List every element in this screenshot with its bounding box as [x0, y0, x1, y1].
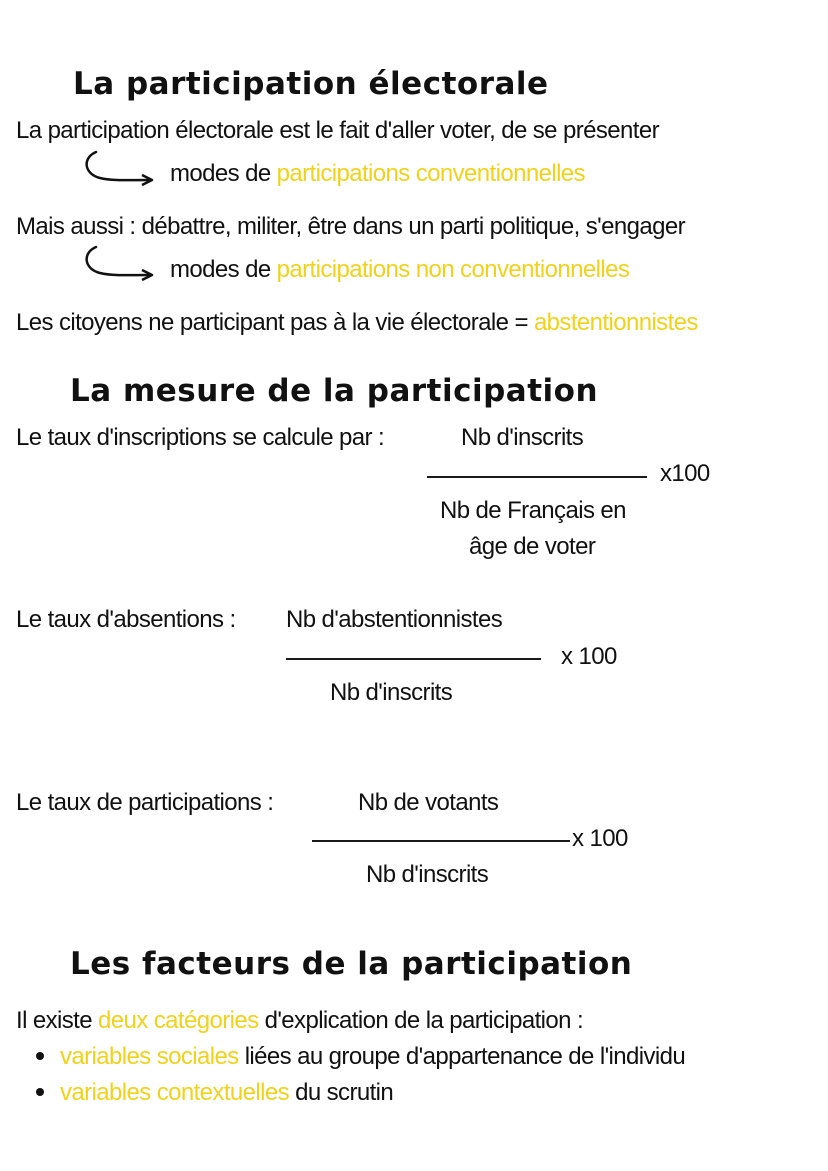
formula-abstentions-label: Le taux d'absentions :	[16, 606, 236, 633]
highlight-abstentionnistes: abstentionnistes	[533, 309, 698, 336]
bullet-text: liées au groupe d'appartenance de l'individu	[238, 1043, 686, 1070]
curved-arrow-icon	[82, 245, 162, 285]
formula-inscriptions-numerator: Nb d'inscrits	[461, 424, 584, 451]
modes-prefix: modes de	[170, 160, 277, 187]
bullet-icon	[36, 1052, 44, 1060]
formula-inscriptions-denominator-1: Nb de Français en	[440, 497, 626, 524]
list-item	[36, 1043, 685, 1071]
section-title-mesure: La mesure de la participation	[70, 373, 599, 409]
section-title-participation-electorale: La participation électorale	[73, 66, 549, 102]
definition-line: La participation électorale est le fait d'aller voter, de se présenter	[16, 117, 659, 144]
formula-inscriptions-denominator-2: âge de voter	[469, 533, 596, 560]
abstention-line	[16, 309, 698, 337]
highlight-variables-contextuelles: variables contextuelles	[60, 1079, 290, 1106]
intro-prefix: Il existe	[16, 1007, 99, 1034]
fraction-bar	[312, 840, 570, 842]
non-conventional-modes-line	[170, 256, 629, 284]
formula-abstentions-multiplier: x 100	[561, 643, 617, 670]
highlight-non-conventional: participations non conventionnelles	[276, 256, 630, 283]
fraction-bar	[286, 658, 541, 660]
formula-abstentions-denominator: Nb d'inscrits	[330, 679, 453, 706]
bullet-text: du scrutin	[289, 1079, 394, 1106]
conventional-modes-line	[170, 160, 585, 188]
other-forms-line: Mais aussi : débattre, militer, être dans un parti politique, s'engager	[16, 213, 686, 240]
factors-intro-line	[16, 1007, 583, 1035]
highlight-variables-sociales: variables sociales	[60, 1043, 239, 1070]
formula-participations-numerator: Nb de votants	[358, 789, 499, 816]
formula-participations-multiplier: x 100	[572, 825, 628, 852]
highlight-conventional: participations conventionnelles	[276, 160, 585, 187]
intro-suffix: d'explication de la participation :	[258, 1007, 584, 1034]
formula-participations-label: Le taux de participations :	[16, 789, 274, 816]
bullet-icon	[36, 1088, 44, 1096]
formula-participations-denominator: Nb d'inscrits	[366, 861, 489, 888]
formula-inscriptions-multiplier: x100	[660, 460, 710, 487]
abstention-prefix: Les citoyens ne participant pas à la vie électorale =	[16, 309, 534, 336]
formula-inscriptions-label: Le taux d'inscriptions se calcule par :	[16, 424, 385, 451]
list-item	[36, 1079, 393, 1107]
highlight-deux-categories: deux catégories	[98, 1007, 259, 1034]
section-title-facteurs: Les facteurs de la participation	[70, 946, 633, 982]
modes-prefix: modes de	[170, 256, 277, 283]
formula-abstentions-numerator: Nb d'abstentionnistes	[286, 606, 503, 633]
fraction-bar	[427, 476, 647, 478]
curved-arrow-icon	[82, 150, 162, 190]
